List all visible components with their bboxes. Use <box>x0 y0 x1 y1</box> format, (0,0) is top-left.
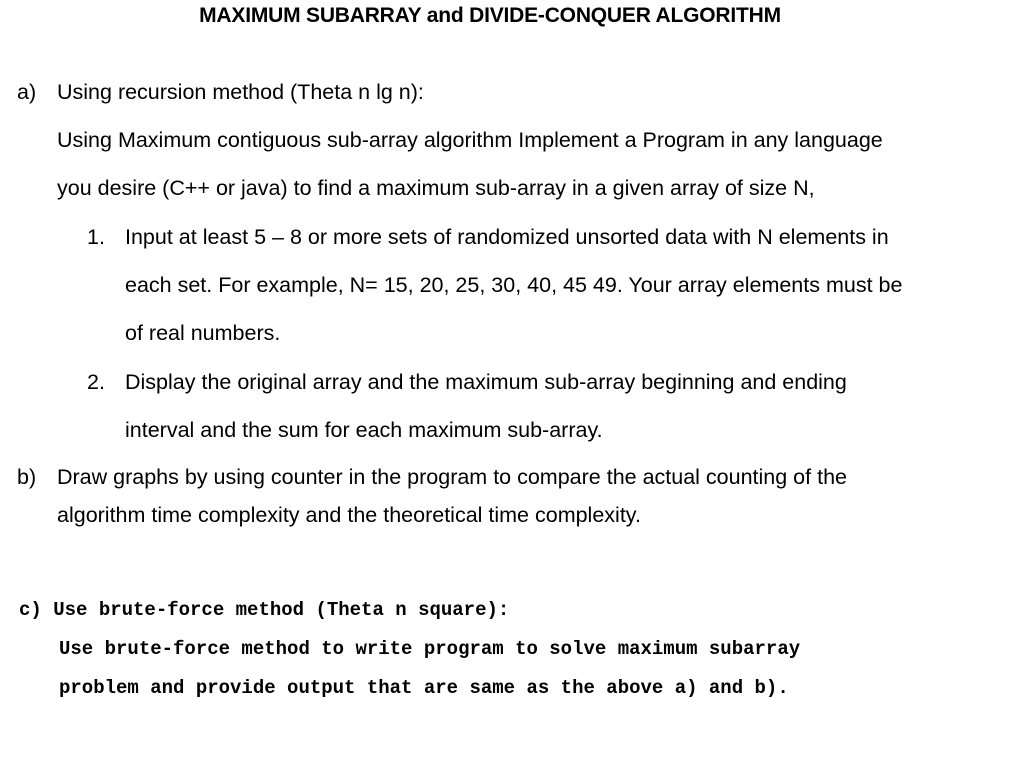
list-item-1-number: 1. <box>87 225 105 249</box>
section-a-intro-line-1: Using Maximum contiguous sub-array algorithm Implement a Program in any language <box>57 128 883 152</box>
section-b-line-2: algorithm time complexity and the theoretical time complexity. <box>57 503 641 527</box>
section-a-heading: Using recursion method (Theta n lg n): <box>57 80 424 104</box>
document-title: MAXIMUM SUBARRAY and DIVIDE-CONQUER ALGORITHM <box>199 4 781 27</box>
list-item-1-line-3: of real numbers. <box>125 321 281 345</box>
list-item-2-line-2: interval and the sum for each maximum sub-array. <box>125 418 603 442</box>
section-b-marker: b) <box>17 465 37 489</box>
section-a-intro-line-2: you desire (C++ or java) to find a maximum sub-array in a given array of size N, <box>57 176 815 200</box>
section-a-marker: a) <box>17 80 37 104</box>
list-item-2-number: 2. <box>87 370 105 394</box>
section-b-line-1: Draw graphs by using counter in the program to compare the actual counting of the <box>57 465 847 489</box>
section-c-line-1: Use brute-force method to write program to solve maximum subarray <box>59 638 801 660</box>
list-item-1-line-2: each set. For example, N= 15, 20, 25, 30, 40, 45 49. Your array elements must be <box>125 273 903 297</box>
section-c-line-2: problem and provide output that are same as the above a) and b). <box>59 677 789 699</box>
list-item-2-line-1: Display the original array and the maximum sub-array beginning and ending <box>125 370 847 394</box>
list-item-1-line-1: Input at least 5 – 8 or more sets of randomized unsorted data with N elements in <box>125 225 889 249</box>
section-c-heading: c) Use brute-force method (Theta n square): <box>19 599 510 621</box>
